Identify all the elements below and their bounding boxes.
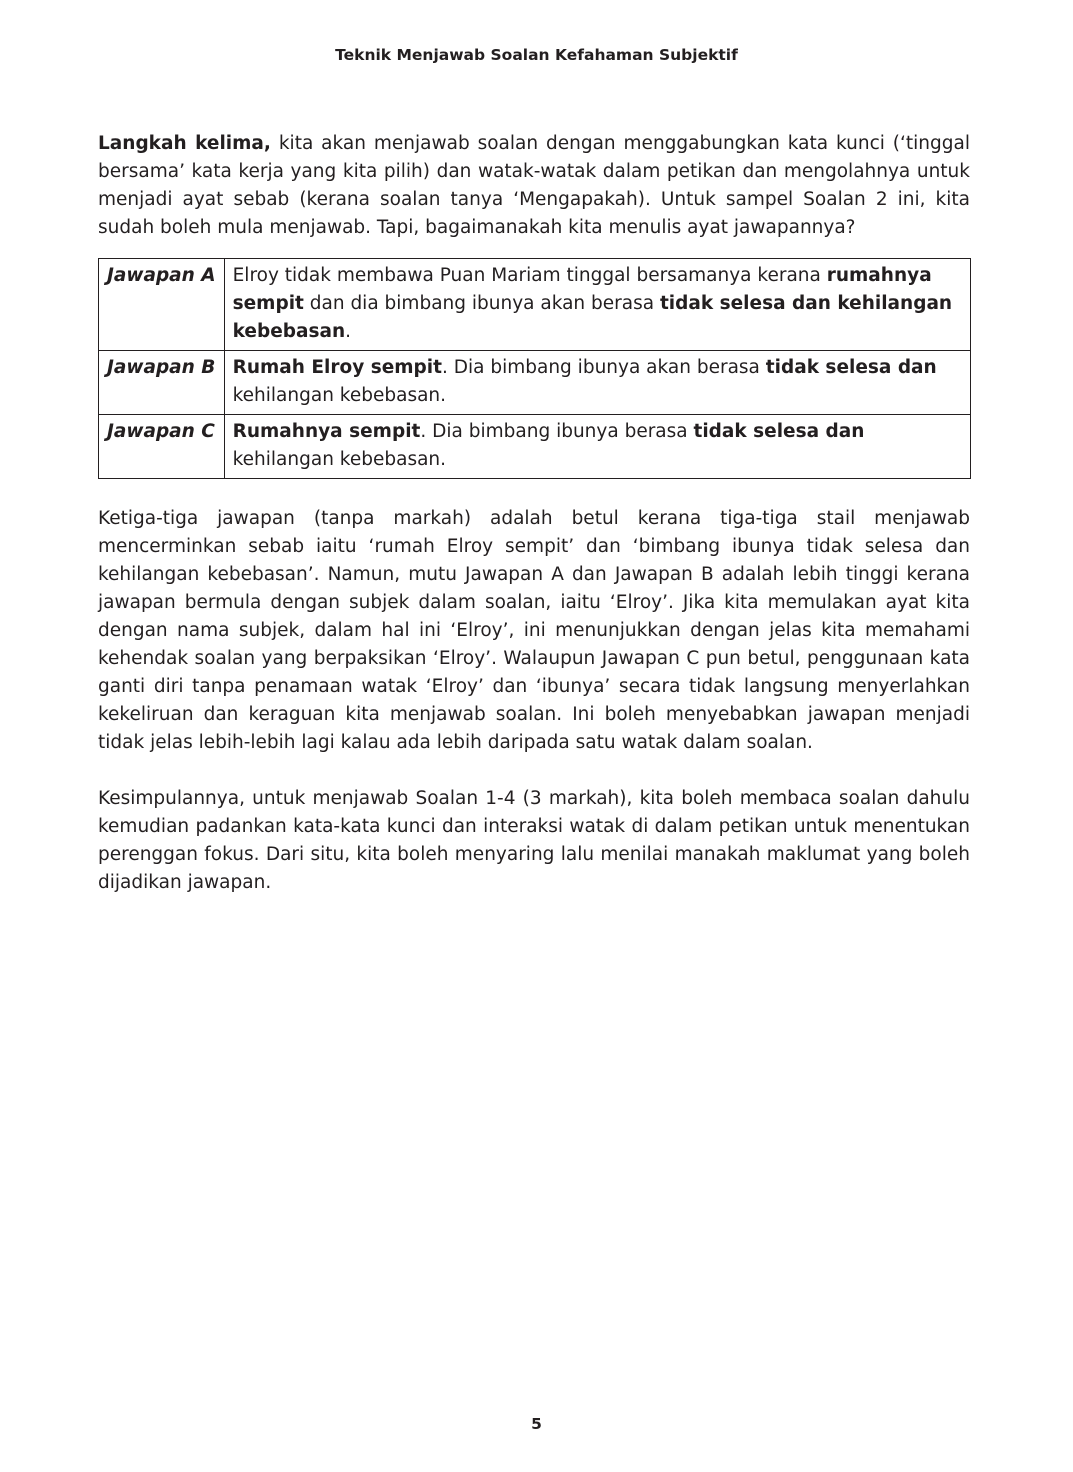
- answer-part-bold: tidak selesa dan: [765, 357, 937, 378]
- body-paragraph-2: Ketiga-tiga jawapan (tanpa markah) adalah betul kerana tiga-tiga stail menjawab mencerminkan sebab iaitu ‘rumah Elroy sempit’ dan ‘bimbang ibunya tidak selesa dan kehilangan kebebasan’. Namun, mutu Jawapan A dan Jawapan B adalah lebih tinggi kerana jawapan bermula dengan subjek dalam soalan, iaitu ‘Elroy’. Jika kita memulakan ayat kita dengan nama subjek, dalam hal ini ‘Elroy’, ini menunjukkan dengan jelas kita memahami kehendak soalan yang berpaksikan ‘Elroy’. Walaupun Jawapan C pun betul, penggunaan kata ganti diri tanpa penamaan watak ‘Elroy’ dan ‘ibunya’ secara tidak langsung menyerlahkan kekeliruan dan keraguan kita menjawab soalan. Ini boleh menyebabkan jawapan menjadi tidak jelas lebih-lebih lagi kalau ada lebih daripada satu watak dalam soalan.: [98, 508, 970, 753]
- body-paragraph-3: Kesimpulannya, untuk menjawab Soalan 1-4 (3 markah), kita boleh membaca soalan dahulu kemudian padankan kata-kata kunci dan interaksi watak di dalam petikan untuk menentukan perenggan fokus. Dari situ, kita boleh menyaring lalu menilai manakah maklumat yang boleh dijadikan jawapan.: [98, 788, 970, 893]
- answers-table: [98, 258, 971, 479]
- answer-text: [224, 259, 970, 351]
- answer-part-bold: rumahnya sempit: [232, 265, 932, 314]
- answer-text: [224, 415, 970, 479]
- page-content: [98, 130, 970, 897]
- answer-part: Elroy tidak membawa Puan Mariam tinggal bersamanya kerana: [232, 265, 827, 286]
- answer-label: Jawapan C: [99, 415, 225, 479]
- answer-part: . Dia bimbang ibunya akan berasa: [441, 357, 766, 378]
- answer-part: kehilangan kebebasan.: [232, 449, 447, 470]
- answer-part: . Dia bimbang ibunya berasa: [420, 421, 694, 442]
- answer-part: .: [345, 321, 352, 342]
- intro-paragraph: [98, 130, 970, 242]
- answer-label: Jawapan B: [99, 351, 225, 415]
- answer-part: dan dia bimbang ibunya akan berasa: [303, 293, 660, 314]
- answer-label: Jawapan A: [99, 259, 225, 351]
- answer-text: [224, 351, 970, 415]
- intro-lead: Langkah kelima,: [98, 133, 271, 154]
- answer-part-bold: tidak selesa dan kehilangan kebebasan: [232, 293, 953, 342]
- answer-row-c: [99, 415, 971, 479]
- answer-part-bold: Rumahnya sempit: [232, 421, 421, 442]
- running-header: Teknik Menjawab Soalan Kefahaman Subjektif: [335, 46, 738, 64]
- answer-row-b: [99, 351, 971, 415]
- page-number: 5: [531, 1415, 542, 1433]
- answer-part-bold: tidak selesa dan: [693, 421, 865, 442]
- intro-text: kita akan menjawab soalan dengan menggabungkan kata kunci (‘tinggal bersama’ kata kerja yang kita pilih) dan watak-watak dalam petikan dan mengolahnya untuk menjadi ayat sebab (kerana soalan tanya ‘Mengapakah). Untuk sampel Soalan 2 ini, kita sudah boleh mula menjawab. Tapi, bagaimanakah kita menulis ayat jawapannya?: [98, 133, 970, 238]
- answer-part: kehilangan kebebasan.: [232, 385, 447, 406]
- answer-part-bold: Rumah Elroy sempit: [232, 357, 442, 378]
- answer-row-a: [99, 259, 971, 351]
